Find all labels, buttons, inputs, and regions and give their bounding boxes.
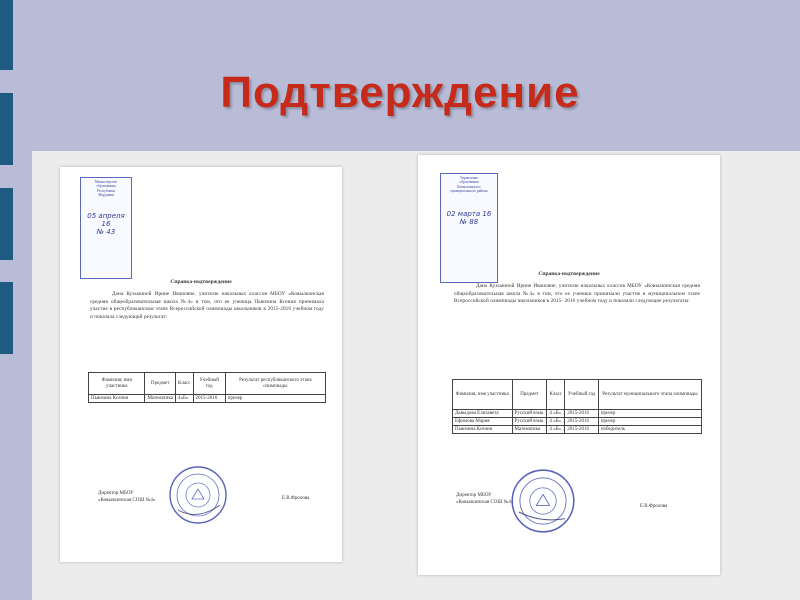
signature-line: Директор МБОУ: [98, 491, 134, 496]
table-cell: победитель: [598, 426, 701, 434]
table-cell: Пьянзина Ксения: [453, 426, 513, 434]
column-header: Класс: [176, 373, 194, 395]
column-header: Класс: [547, 380, 565, 410]
column-header: Учебный год: [193, 373, 225, 395]
table-cell: 2015-2016: [565, 418, 599, 426]
table-cell: 4 «Б»: [547, 418, 565, 426]
sidebar-accent-bar-3: [0, 188, 13, 260]
slide-title: Подтверждение: [220, 68, 580, 117]
column-header: Результат республиканского этапа олимпиады: [225, 373, 325, 395]
table-cell: призер: [598, 418, 701, 426]
signature-line: «Ковылкинская СОШ №4»: [98, 498, 156, 503]
table-header-row: [89, 373, 326, 395]
table-row: [453, 426, 702, 434]
sidebar-accent-bar-1: [0, 0, 13, 70]
table-cell: Русский язык: [512, 418, 547, 426]
column-header: Предмет: [512, 380, 547, 410]
table-cell: Пьянзина Ксения: [89, 395, 145, 403]
document-title: Справка-подтверждение: [538, 271, 600, 277]
table-row: [89, 395, 326, 403]
stamp-date: 02 марта 16: [446, 209, 492, 218]
stamp-org-line: образования: [459, 180, 479, 185]
signature-block: [98, 490, 155, 504]
table-cell: 2015-2016: [193, 395, 225, 403]
stamp-number: № 88: [459, 217, 479, 226]
certificate-document-2: [418, 155, 720, 575]
stamp-number: № 43: [96, 227, 116, 236]
stamp-date: 05 апреля 16: [87, 211, 125, 228]
document-body: Дана Кузьминой Ирине Ивановне, учителю начальных классов МБОУ «Ковылкинская средняя общеобразовательная школа №4» в том, что ее ученица Пьянзина Ксения принимала участие в республиканском этапе Всероссийской олимпиады школьников в 2015-2016 учебном году и показала следующий результат:: [90, 291, 324, 320]
stamp-org-line: Министерство: [94, 180, 118, 184]
stamp-org-line: Республики: [96, 188, 116, 193]
results-table: [88, 372, 326, 403]
registration-stamp: [440, 173, 498, 283]
table-row: [453, 418, 702, 426]
stamp-org-line: образования: [96, 184, 116, 189]
school-seal-icon: [168, 465, 228, 525]
table-cell: призер: [225, 395, 325, 403]
table-cell: 2015-2016: [565, 426, 599, 434]
signature-line: Директор МБОУ: [456, 493, 492, 498]
stamp-org-line: Управление: [459, 176, 479, 180]
table-cell: Давыдова Елизавета: [453, 410, 513, 418]
column-header: Фамилия, имя участника: [453, 380, 513, 410]
table-cell: Ефимова Мария: [453, 418, 513, 426]
table-cell: 4 «Б»: [547, 426, 565, 434]
signature-block: [456, 492, 513, 506]
results-table: [452, 379, 702, 434]
signer-name: Е.В.Фролова: [640, 504, 668, 509]
table-row: [453, 410, 702, 418]
table-cell: 4«Б»: [176, 395, 194, 403]
table-cell: Математика: [145, 395, 176, 403]
signer-name: Е.В.Фролова: [282, 496, 310, 501]
registration-stamp: [80, 177, 132, 279]
table-cell: призер: [598, 410, 701, 418]
table-header-row: [453, 380, 702, 410]
sidebar-accent-bar-4: [0, 282, 13, 354]
document-title: Справка-подтверждение: [170, 279, 232, 285]
stamp-org-line: муниципального района: [450, 189, 488, 194]
column-header: Предмет: [145, 373, 176, 395]
table-cell: 2015-2016: [565, 410, 599, 418]
table-cell: Русский язык: [512, 410, 547, 418]
stamp-org-line: Ковылкинского: [457, 184, 481, 189]
table-cell: Математика: [512, 426, 547, 434]
column-header: Учебный год: [565, 380, 599, 410]
signature-line: «Ковылкинская СОШ №4»: [456, 500, 514, 505]
column-header: Результат муниципального этапа олимпиады: [598, 380, 701, 410]
stamp-org-line: Мордовия: [98, 193, 114, 198]
column-header: Фамилия, имя участника: [89, 373, 145, 395]
document-body: Дана Кузьминой Ирине Ивановне, учителю начальных классов МБОУ «Ковылкинская средняя общеобразовательная школа №4» в том, что ее ученики принимали участие в муниципальном этапе Всероссийской олимпиады школьников в 2015- 2016 учебном году и показали следующие результаты:: [454, 283, 700, 305]
certificate-document-1: [60, 167, 342, 562]
table-cell: 4 «Б»: [547, 410, 565, 418]
school-seal-icon: [510, 468, 576, 534]
